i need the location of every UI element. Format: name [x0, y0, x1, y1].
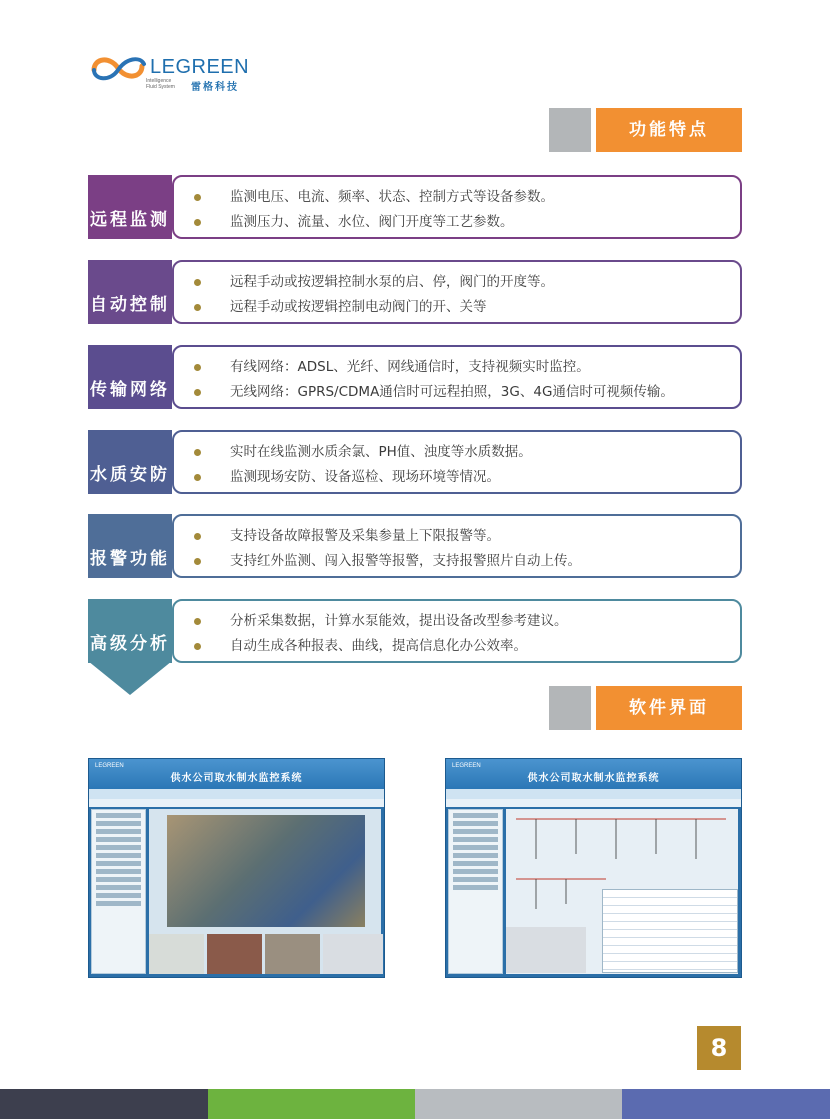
feature-point — [230, 185, 554, 210]
bullet-dot-icon — [194, 618, 201, 625]
feature-row — [88, 345, 742, 410]
feature-label: 传输网络 — [88, 345, 172, 409]
pump-room-photo — [167, 815, 365, 927]
feature-point-list — [230, 524, 581, 574]
thumb-photo — [149, 934, 204, 974]
thumb-photo — [207, 934, 262, 974]
software-screenshot-2 — [445, 758, 742, 978]
feature-point-text: 实时在线监测水质余氯、PH值、浊度等水质数据。 — [230, 444, 532, 460]
feature-point — [230, 549, 581, 574]
feature-point — [230, 524, 581, 549]
feature-point — [230, 355, 674, 380]
feature-point-text: 监测电压、电流、频率、状态、控制方式等设备参数。 — [230, 189, 554, 205]
feature-label: 报警功能 — [88, 514, 172, 578]
cabinet-photo — [506, 927, 586, 973]
software-screenshot-1 — [88, 758, 385, 978]
bullet-dot-icon — [194, 364, 201, 371]
screenshot-title: 供水公司取水制水监控系统 — [527, 773, 660, 784]
section-title: 软件界面 — [596, 686, 742, 730]
bullet-dot-icon — [194, 219, 201, 226]
logo-tagline-1: Intelligence — [146, 78, 172, 84]
feature-point-text: 支持红外监测、闯入报警等报警，支持报警照片自动上传。 — [230, 553, 581, 569]
feature-point — [230, 295, 554, 320]
feature-label: 水质安防 — [88, 430, 172, 494]
logo-tagline-2: Fluid System — [146, 84, 175, 90]
feature-point-list — [230, 440, 532, 490]
feature-row — [88, 260, 742, 325]
bullet-dot-icon — [194, 389, 201, 396]
logo-mark-icon — [88, 48, 148, 88]
section-title: 功能特点 — [596, 108, 742, 152]
feature-row — [88, 514, 742, 579]
feature-row — [88, 175, 742, 240]
feature-point-text: 分析采集数据，计算水泵能效，提出设备改型参考建议。 — [230, 613, 568, 629]
feature-point — [230, 634, 568, 659]
screenshot-title: 供水公司取水制水监控系统 — [170, 773, 303, 784]
feature-point — [230, 380, 674, 405]
feature-label: 自动控制 — [88, 260, 172, 324]
section-header-features — [549, 108, 742, 152]
feature-point-text: 自动生成各种报表、曲线，提高信息化办公效率。 — [230, 638, 527, 654]
feature-point-text: 远程手动或按逻辑控制水泵的启、停，阀门的开度等。 — [230, 274, 554, 290]
feature-point-text: 远程手动或按逻辑控制电动阀门的开、关等 — [230, 299, 487, 315]
bullet-dot-icon — [194, 643, 201, 650]
screenshot-logo: LEGREEN — [95, 763, 124, 769]
page-number: 8 — [697, 1026, 741, 1070]
feature-point-text: 无线网络：GPRS/CDMA通信时可远程拍照，3G、4G通信时可视频传输。 — [230, 384, 674, 400]
feature-label: 远程监测 — [88, 175, 172, 239]
data-table — [602, 889, 738, 973]
bullet-dot-icon — [194, 304, 201, 311]
feature-point — [230, 609, 568, 634]
bullet-dot-icon — [194, 449, 201, 456]
feature-point-text: 有线网络：ADSL、光纤、网线通信时，支持视频实时监控。 — [230, 359, 590, 375]
screenshot-submenu — [89, 799, 384, 807]
thumb-photo — [323, 934, 383, 974]
bullet-dot-icon — [194, 533, 201, 540]
footer-stripe-segment — [415, 1089, 622, 1119]
bullet-dot-icon — [194, 194, 201, 201]
screenshot-menubar — [446, 789, 741, 799]
bullet-dot-icon — [194, 558, 201, 565]
feature-point-text: 监测现场安防、设备巡检、现场环境等情况。 — [230, 469, 500, 485]
arrow-tip-shape — [88, 661, 172, 695]
header-gray-block — [549, 686, 591, 730]
feature-point-text: 支持设备故障报警及采集参量上下限报警等。 — [230, 528, 500, 544]
feature-point — [230, 210, 554, 235]
screenshot-left-panel — [448, 809, 503, 974]
footer-stripe-segment — [208, 1089, 415, 1119]
feature-point — [230, 465, 532, 490]
feature-point-list — [230, 270, 554, 320]
screenshot-main — [506, 809, 738, 974]
feature-row — [88, 430, 742, 495]
bullet-dot-icon — [194, 474, 201, 481]
screenshot-main — [149, 809, 381, 974]
header-gray-block — [549, 108, 591, 152]
footer-stripe-segment — [0, 1089, 208, 1119]
feature-point — [230, 270, 554, 295]
feature-point-text: 监测压力、流量、水位、阀门开度等工艺参数。 — [230, 214, 514, 230]
footer-stripe-segment — [622, 1089, 830, 1119]
feature-point — [230, 440, 532, 465]
thumb-photo — [265, 934, 320, 974]
screenshot-submenu — [446, 799, 741, 807]
bullet-dot-icon — [194, 279, 201, 286]
logo-chinese-name: 雷格科技 — [191, 82, 239, 93]
feature-label: 高级分析 — [88, 599, 172, 663]
screenshot-menubar — [89, 789, 384, 799]
screenshot-logo: LEGREEN — [452, 763, 481, 769]
feature-point-list — [230, 355, 674, 405]
screenshot-left-panel — [91, 809, 146, 974]
feature-point-list — [230, 609, 568, 659]
logo-brand-text: LEGREEN — [150, 56, 250, 78]
feature-point-list — [230, 185, 554, 235]
feature-row — [88, 599, 742, 664]
section-header-software — [549, 686, 742, 730]
company-logo — [88, 48, 258, 92]
